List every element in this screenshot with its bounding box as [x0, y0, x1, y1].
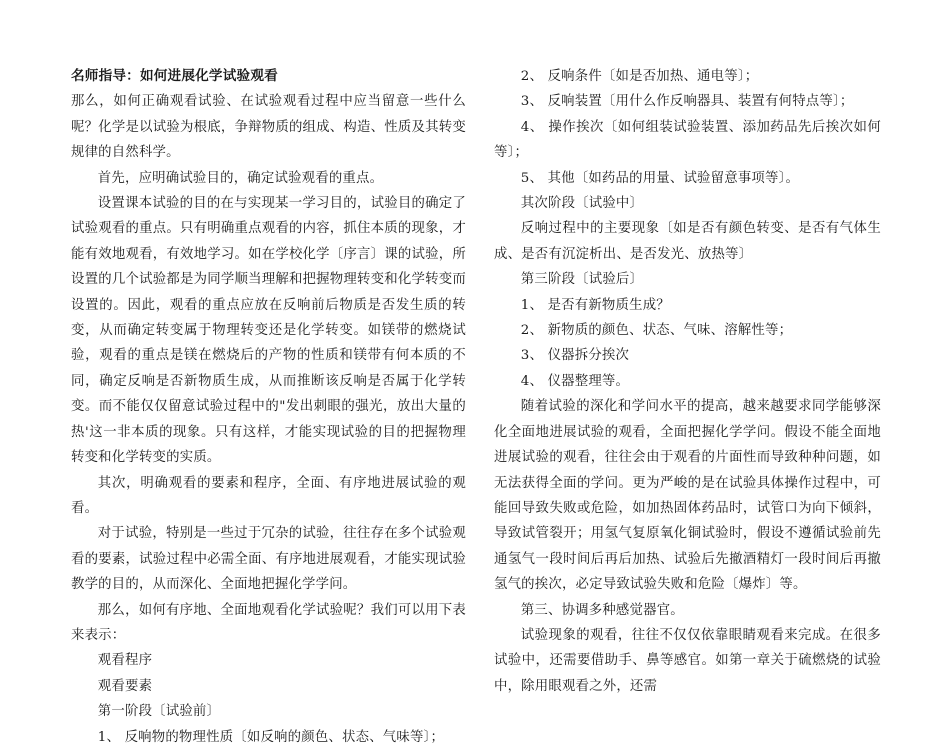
left-column [71, 64, 466, 750]
list-item: 2、 新物质的颜色、状态、气味、溶解性等； [520, 323, 793, 339]
stage-heading: 第三阶段〔试验后〕 [520, 272, 644, 288]
list-item: 3、 仪器拆分挨次 [520, 348, 630, 364]
stage-heading: 其次阶段〔试验中〕 [520, 196, 644, 212]
paragraph: 对于试验，特别是一些过于冗杂的试验，往往存在多个试验观看的要素，试验过程中必需全面、有序地进展观看，才能实现试验教学的目的，从而深化、全面地把握化学学问。 [71, 526, 466, 593]
list-item: 1、 是否有新物质生成？ [520, 297, 670, 313]
list-item: 1、 反响物的物理性质〔如反响的颜色、状态、气味等〕； [97, 729, 445, 745]
list-item: 4、 操作挨次〔如何组装试验装置、添加药品先后挨次如何等〕； [494, 119, 881, 161]
paragraph: 那么，如何正确观看试验、在试验观看过程中应当留意一些什么呢？化学是以试验为根底，争辩物质的组成、构造、性质及其转变规律的自然科学。 [71, 94, 466, 161]
stage-heading: 第一阶段〔试验前〕 [97, 704, 221, 720]
list-item: 2、 反响条件〔如是否加热、通电等〕； [520, 69, 759, 84]
article-title: 名师指导：如何进展化学试验观看 [71, 68, 278, 84]
paragraph: 其次，明确观看的要素和程序，全面、有序地进展试验的观看。 [71, 475, 466, 516]
paragraph: 反响过程中的主要现象〔如是否有颜色转变、是否有气体生成、是否有沉淀析出、是否发光、放热等〕 [494, 221, 881, 262]
paragraph: 设置课本试验的目的在与实现某一学习目的，试验目的确定了试验观看的重点。只有明确重点观看的内容，抓住本质的现象，才能有效地观看，有效地学习。如在学校化学〔序言〕课的试验，所设置的几个试验都是为同学顺当理解和把握物理转变和化学转变而设置的。因此，观看的重点应放在反响前后物质是否发生质的转变，从而确定转变属于物理转变还是化学转变。如镁带的燃烧试验，观看的重点是镁在燃烧后的产物的性质和镁带有何本质的不同，确定反响是否新物质生成，从而推断该反响是否属于化学转变。而不能仅仅留意试验过程中的"发出刺眼的强光，放出大量的热'这一非本质的现象。只有这样，才能实现试验的目的把握物理转变和化学转变的实质。 [71, 196, 466, 466]
list-item: 5、 其他〔如药品的用量、试验留意事项等〕。 [520, 170, 800, 186]
table-heading: 观看要素 [97, 678, 153, 694]
section-heading: 第三、协调多种感觉器官。 [520, 602, 684, 618]
paragraph: 那么，如何有序地、全面地观看化学试验呢？我们可以用下表来表示： [71, 602, 466, 643]
right-column [494, 64, 881, 699]
paragraph: 首先，应明确试验目的，确定试验观看的重点。 [97, 170, 384, 186]
paragraph: 随着试验的深化和学问水平的提高，越来越要求同学能够深化全面地进展试验的观看，全面把握化学学问。假设不能全面地进展试验的观看，往往会由于观看的片面性而导致种种问题，如无法获得全面的学问。更为严峻的是在试验具体操作过程中，可能回导致失败或危险，如加热固体药品时，试管口为向下倾斜，导致试管裂开；用氢气复原氧化铜试验时，假设不遵循试验前先通氢气一段时间后再后加热、试验后先撤酒精灯一段时间后再撤氢气的挨次，必定导致试验失败和危险〔爆炸〕等。 [494, 399, 881, 593]
paragraph: 试验现象的观看，往往不仅仅依靠眼睛观看来完成。在很多试验中，还需要借助手、鼻等感官。如第一章关于硫燃烧的试验中，除用眼观看之外，还需 [494, 627, 881, 694]
table-heading: 观看程序 [97, 653, 153, 669]
list-item: 4、 仪器整理等。 [520, 373, 630, 389]
list-item: 3、 反响装置〔用什么作反响器具、装置有何特点等〕； [520, 94, 854, 110]
